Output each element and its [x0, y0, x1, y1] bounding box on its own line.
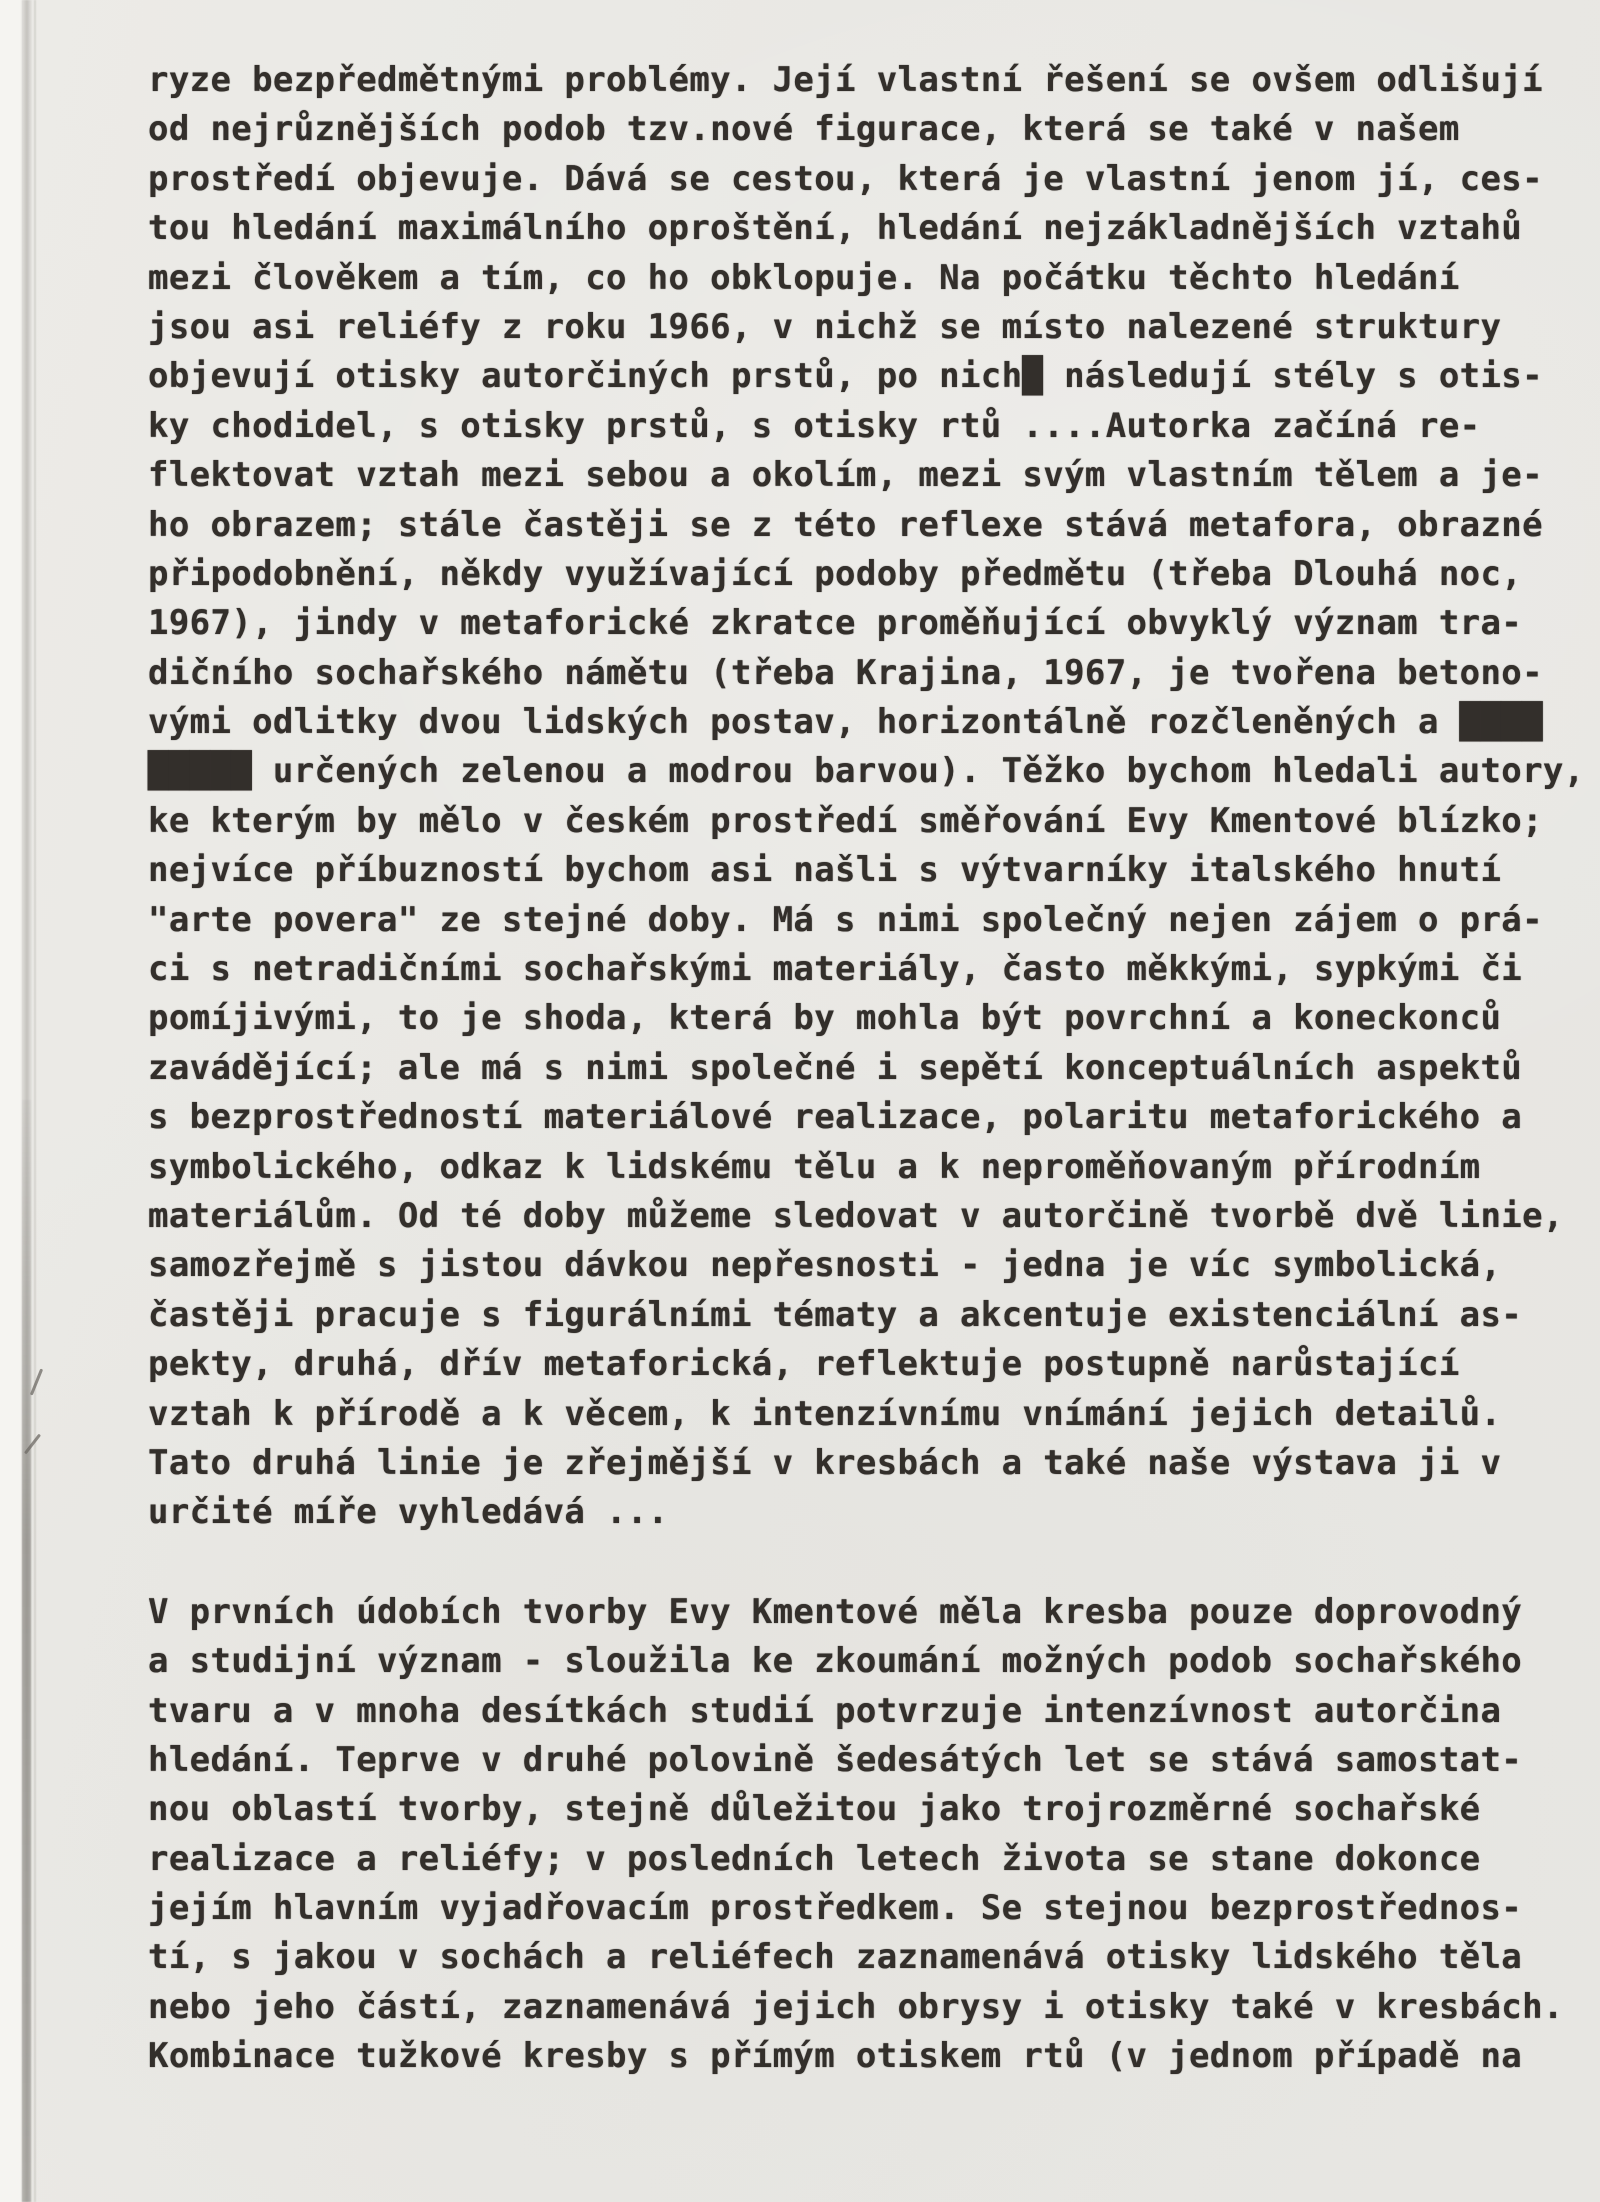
text-line: materiálům. Od té doby můžeme sledovat v autorčině tvorbě dvě linie,: [148, 1195, 1564, 1236]
text-line: samozřejmě s jistou dávkou nepřesnosti - jedna je víc symbolická,: [148, 1245, 1502, 1286]
text-line: 1967), jindy v metaforické zkratce proměňující obvyklý význam tra-: [148, 603, 1523, 644]
page-edge-shadow-lower: [22, 1100, 31, 2202]
text-line: "arte povera" ze stejné doby. Má s nimi společný nejen zájem o prá-: [148, 899, 1543, 940]
text-line: symbolického, odkaz k lidskému tělu a k neproměňovaným přírodním: [148, 1146, 1481, 1187]
text-line: zavádějící; ale má s nimi společné i sepětí konceptuálních aspektů: [148, 1047, 1523, 1088]
text-line: Kombinace tužkové kresby s přímým otiskem rtů (v jednom případě na: [148, 2036, 1523, 2077]
typewritten-text-block: [148, 56, 1600, 2082]
text-line: jejím hlavním vyjadřovacím prostředkem. Se stejnou bezprostřednos-: [148, 1888, 1523, 1929]
text-line: připodobnění, někdy využívající podoby předmětu (třeba Dlouhá noc,: [148, 553, 1523, 594]
text-line-with-strikeout: █████ určených zelenou a modrou barvou). Těžko bychom hledali autory,: [148, 751, 1585, 792]
text-line: častěji pracuje s figurálními tématy a akcentuje existenciální as-: [148, 1294, 1523, 1335]
text-line: nejvíce příbuzností bychom asi našli s výtvarníky italského hnutí: [148, 850, 1502, 891]
text-line: určité míře vyhledává ...: [148, 1492, 669, 1533]
text-line: V prvních údobích tvorby Evy Kmentové měla kresba pouze doprovodný: [148, 1591, 1523, 1632]
text-line: od nejrůznějších podob tzv.nové figurace, která se také v našem: [148, 109, 1460, 150]
text-line-with-strikeout: vými odlitky dvou lidských postav, horizontálně rozčleněných a ████: [148, 702, 1543, 743]
text-line: flektovat vztah mezi sebou a okolím, mezi svým vlastním tělem a je-: [148, 455, 1543, 496]
text-line: ke kterým by mělo v českém prostředí směřování Evy Kmentové blízko;: [148, 800, 1543, 841]
paragraph-gap: [148, 1538, 1600, 1588]
text-line: ky chodidel, s otisky prstů, s otisky rtů ....Autorka začíná re-: [148, 405, 1481, 446]
text-line: mezi člověkem a tím, co ho obklopuje. Na počátku těchto hledání: [148, 257, 1460, 298]
paper-fold-line: [34, 0, 36, 2202]
text-line: tou hledání maximálního oproštění, hledání nejzákladnějších vztahů: [148, 208, 1523, 249]
text-line: pomíjivými, to je shoda, která by mohla být povrchní a koneckonců: [148, 998, 1502, 1039]
text-line: vztah k přírodě a k věcem, k intenzívnímu vnímání jejich detailů.: [148, 1393, 1502, 1434]
text-line: ryze bezpředmětnými problémy. Její vlastní řešení se ovšem odlišují: [148, 60, 1543, 100]
text-line: s bezprostředností materiálové realizace, polaritu metaforického a: [148, 1097, 1523, 1138]
text-line: nou oblastí tvorby, stejně důležitou jako trojrozměrné sochařské: [148, 1789, 1481, 1830]
text-line: nebo jeho částí, zaznamenává jejich obrysy i otisky také v kresbách.: [148, 1986, 1564, 2027]
text-line: tí, s jakou v sochách a reliéfech zaznamenává otisky lidského těla: [148, 1937, 1523, 1978]
text-line: realizace a reliéfy; v posledních letech života se stane dokonce: [148, 1838, 1481, 1879]
text-line: a studijní význam - sloužila ke zkoumání možných podob sochařského: [148, 1641, 1523, 1682]
text-line: ci s netradičními sochařskými materiály, často měkkými, sypkými či: [148, 949, 1523, 990]
scanner-edge-strip: [0, 0, 22, 2202]
text-line: pekty, druhá, dřív metaforická, reflektuje postupně narůstající: [148, 1344, 1460, 1385]
text-line-with-ink-blot: objevují otisky autorčiných prstů, po nich█ následují stély s otis-: [148, 356, 1543, 397]
text-line: ho obrazem; stále častěji se z této reflexe stává metafora, obrazné: [148, 504, 1543, 545]
text-line: jsou asi reliéfy z roku 1966, v nichž se místo nalezené struktury: [148, 306, 1502, 347]
text-line: dičního sochařského námětu (třeba Krajina, 1967, je tvořena betono-: [148, 652, 1543, 693]
text-line: Tato druhá linie je zřejmější v kresbách a také naše výstava ji v: [148, 1442, 1502, 1483]
text-line: hledání. Teprve v druhé polovině šedesátých let se stává samostat-: [148, 1739, 1523, 1780]
text-line: tvaru a v mnoha desítkách studií potvrzuje intenzívnost autorčina: [148, 1690, 1502, 1731]
text-line: prostředí objevuje. Dává se cestou, která je vlastní jenom jí, ces-: [148, 158, 1543, 199]
